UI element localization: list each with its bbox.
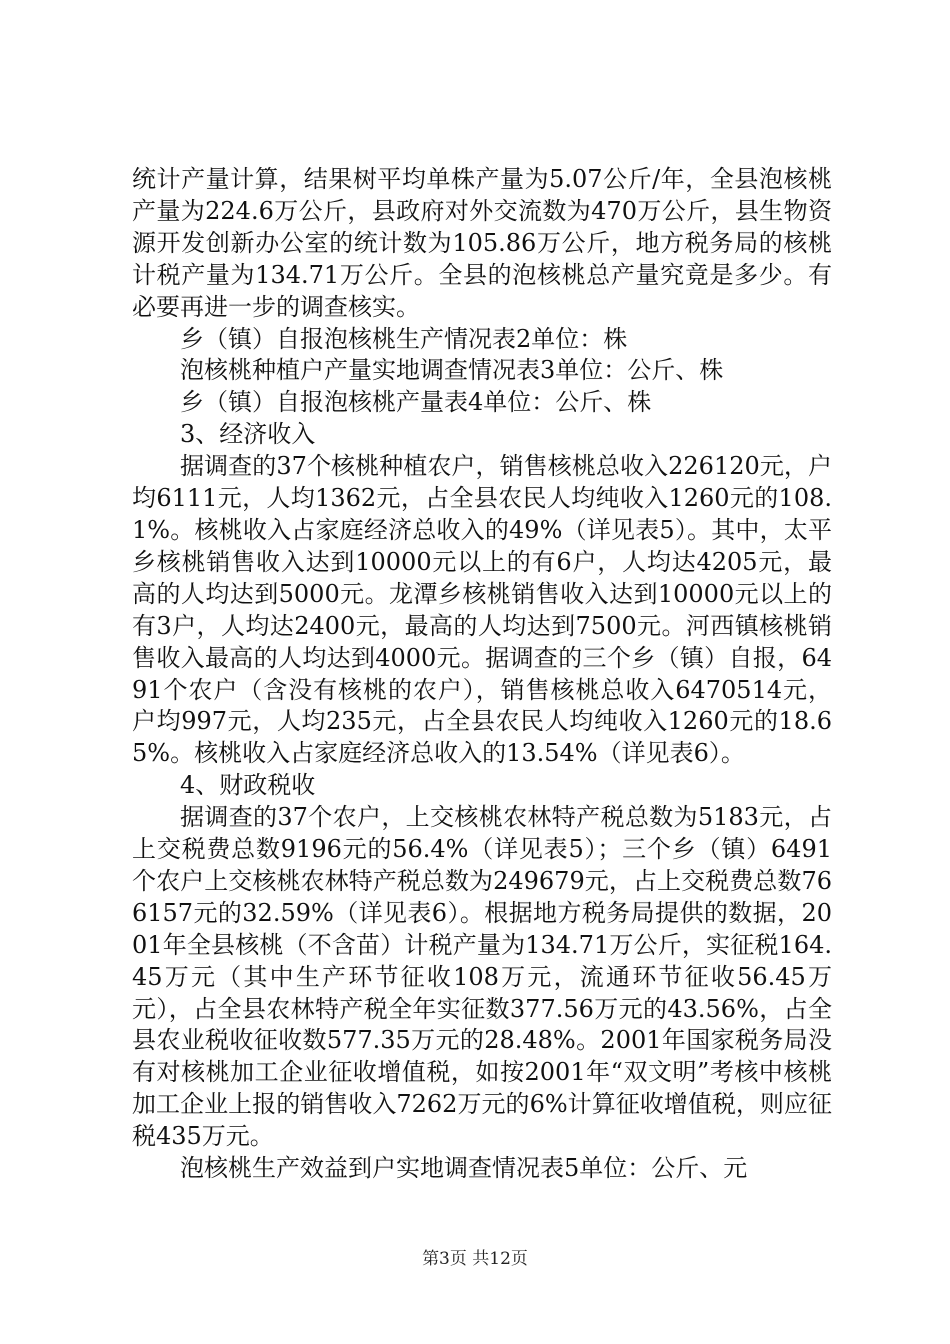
section-heading-economic-income: 3、经济收入 bbox=[180, 420, 316, 449]
paragraph-yield-statistics: 统计产量计算，结果树平均单株产量为5.07公斤/年，全县泡核桃产量为224.6万公斤，县政府对外交流数为470万公斤，县生物资源开发创新办公室的统计数为105.86万公斤，地方税务局的核桃计税产量为134.71万公斤。全县的泡核桃总产量究竟是多少。有必要再进一步的调查核实。 bbox=[132, 165, 832, 321]
paragraph-economic-income: 据调查的37个核桃种植农户，销售核桃总收入226120元，户均6111元，人均1362元，占全县农民人均纯收入1260元的108.1%。核桃收入占家庭经济总收入的49%（详见表5）。其中，太平乡核桃销售收入达到10000元以上的有6户，人均达4205元，最高的人均达到5000元。龙潭乡核桃销售收入达到10000元以上的有3户，人均达2400元，最高的人均达到7500元。河西镇核桃销售收入最高的人均达到4000元。据调查的三个乡（镇）自报，6491个农户（含没有核桃的农户），销售核桃总收入6470514元，户均997元，人均235元，占全县农民人均纯收入1260元的18.65%。核桃收入占家庭经济总收入的13.54%（详见表6）。 bbox=[132, 452, 832, 768]
paragraph-fiscal-tax: 据调查的37个农户，上交核桃农林特产税总数为5183元，占上交税费总数9196元的56.4%（详见表5）；三个乡（镇）6491个农户上交核桃农林特产税总数为249679元，占上交税费总数766157元的32.59%（详见表6）。根据地方税务局提供的数据，2001年全县核桃（不含苗）计税产量为134.71万公斤，实征税164.45万元（其中生产环节征收108万元，流通环节征收56.45万元），占全县农林特产税全年实征数377.56万元的43.56%，占全县农业税收征收数577.35万元的28.48%。2001年国家税务局没有对核桃加工企业征收增值税，如按2001年“双文明”考核中核桃加工企业上报的销售收入7262万元的6%计算征收增值税，则应征税435万元。 bbox=[132, 803, 832, 1151]
section-heading-fiscal-tax: 4、财政税收 bbox=[180, 771, 316, 800]
document-body bbox=[132, 164, 832, 1185]
table-caption-5: 泡核桃生产效益到户实地调查情况表5单位：公斤、元 bbox=[180, 1154, 748, 1183]
table-caption-2: 乡（镇）自报泡核桃生产情况表2单位：株 bbox=[180, 324, 628, 353]
table-caption-4: 乡（镇）自报泡核桃产量表4单位：公斤、株 bbox=[180, 388, 652, 417]
table-caption-3: 泡核桃种植户产量实地调查情况表3单位：公斤、株 bbox=[180, 356, 724, 385]
page-number-footer: 第3页 共12页 bbox=[422, 1249, 528, 1269]
